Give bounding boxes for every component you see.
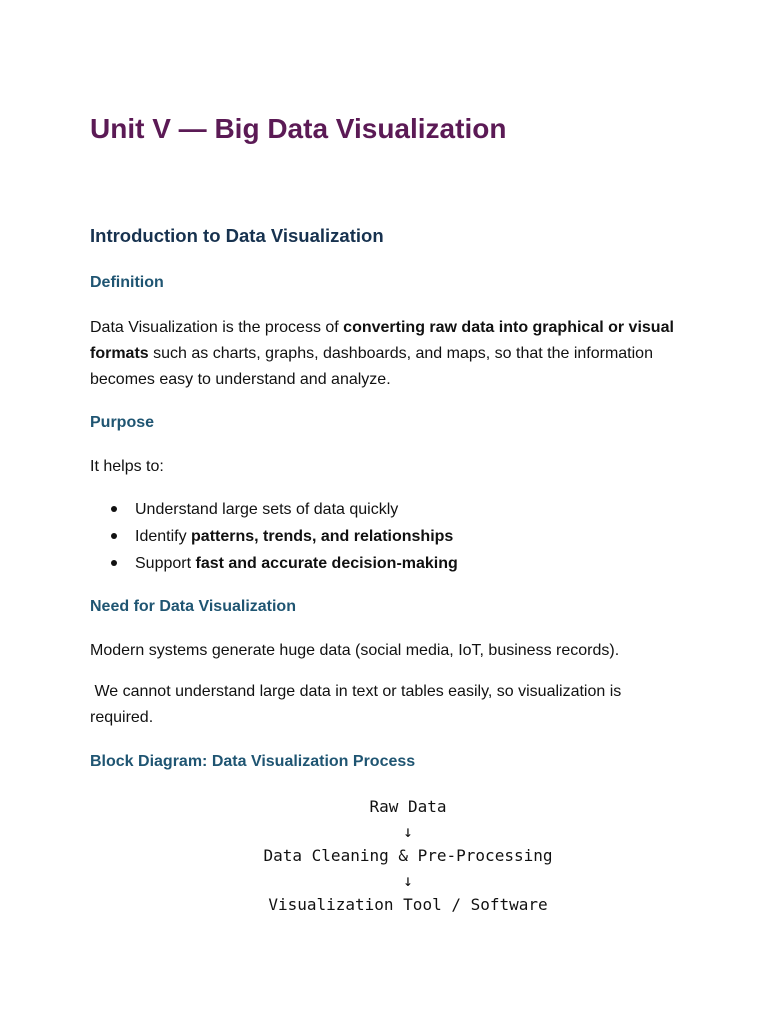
definition-heading: Definition bbox=[90, 274, 164, 291]
down-arrow-icon: ↓ bbox=[403, 870, 413, 890]
definition-bold: converting raw data into graphical or visual formats bbox=[90, 319, 674, 362]
need-heading: Need for Data Visualization bbox=[90, 598, 296, 615]
diagram-step-visualization-tool: Visualization Tool / Software bbox=[268, 895, 548, 914]
block-diagram bbox=[90, 795, 726, 918]
list-item-text: Understand large sets of data quickly bbox=[135, 501, 399, 518]
diagram-step-cleaning: Data Cleaning & Pre-Processing bbox=[263, 846, 553, 865]
down-arrow-icon: ↓ bbox=[403, 821, 413, 841]
definition-text-1: Data Visualization is the process of bbox=[90, 319, 344, 336]
definition-paragraph bbox=[90, 315, 675, 393]
bullet-icon bbox=[111, 506, 117, 512]
list-item bbox=[90, 496, 458, 523]
definition-text-2: such as charts, graphs, dashboards, and maps, so that the information becomes easy to understand and analyze. bbox=[90, 345, 653, 388]
section-heading: Introduction to Data Visualization bbox=[90, 225, 384, 246]
purpose-intro: It helps to: bbox=[90, 458, 164, 475]
list-item-text: Identify bbox=[135, 528, 192, 545]
block-diagram-heading: Block Diagram: Data Visualization Process bbox=[90, 753, 416, 770]
list-item bbox=[90, 523, 458, 550]
need-paragraph-1: Modern systems generate huge data (social media, IoT, business records). bbox=[90, 642, 620, 659]
list-item-text: Support bbox=[135, 555, 196, 572]
diagram-step-raw-data: Raw Data bbox=[369, 797, 447, 816]
list-item-bold: fast and accurate decision-making bbox=[195, 555, 458, 572]
list-item-bold: patterns, trends, and relationships bbox=[191, 528, 454, 545]
list-item bbox=[90, 550, 458, 577]
page-title: Unit V — Big Data Visualization bbox=[90, 113, 507, 144]
bullet-icon bbox=[111, 533, 117, 539]
bullet-icon bbox=[111, 560, 117, 566]
purpose-list bbox=[90, 496, 458, 577]
need-paragraph-2: We cannot understand large data in text or tables easily, so visualization is required. bbox=[90, 683, 626, 726]
purpose-heading: Purpose bbox=[90, 414, 155, 431]
